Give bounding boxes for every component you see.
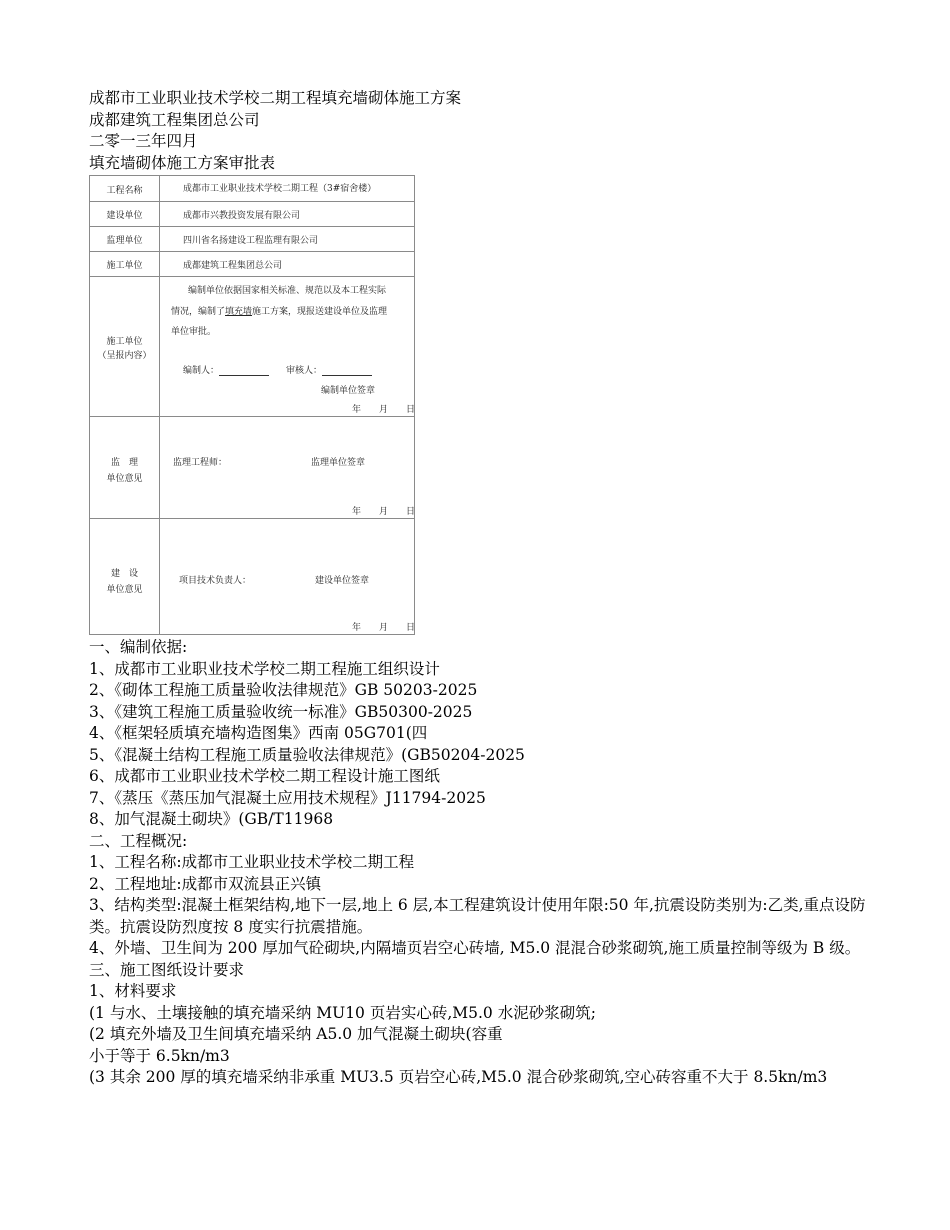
submit-section-sublabel: （呈报内容） [97,351,152,361]
list-item: (1 与水、土壤接触的填充墙采纳 MU10 页岩实心砖,M5.0 水泥砂浆砌筑; [89,1003,596,1022]
list-item: 4、外墙、卫生间为 200 厚加气砼砌块,内隔墙页岩空心砖墙, M5.0 混混合砂浆砌筑,施工质量控制等级为 B 级。 [89,939,861,957]
date-line: 年 月 日 [352,507,416,517]
table-row-divider [90,201,414,202]
owner-opinion-label: 建 设 [110,569,138,579]
table-row-divider [90,226,414,227]
owner-label: 建设单位 [106,211,143,221]
project-name-label: 工程名称 [106,186,143,196]
supervision-section-label: 监 理 [110,458,138,468]
owner-seal: 建设单位签章 [315,576,370,586]
date-line: 年 月 日 [352,623,416,633]
contractor-label: 施工单位 [106,261,143,271]
list-item: 1、成都市工业职业技术学校二期工程施工组织设计 [89,659,440,678]
supervision-engineer-field: 监理工程师： [173,458,228,468]
section-heading: 一、编制依据: [89,638,188,656]
project-name-value: 成都市工业职业技术学校二期工程（3#宿舍楼） [183,184,377,194]
supervision-section-sublabel: 单位意见 [106,474,143,484]
section-heading: 三、施工图纸设计要求 [89,960,245,979]
owner-tech-lead-field: 项目技术负责人： [179,576,252,586]
table-row-divider [90,276,414,277]
list-item: 3、《建筑工程施工质量验收统一标准》GB50300-2025 [89,702,473,721]
supervisor-label: 监理单位 [106,236,143,246]
list-item: 7、《蒸压《蒸压加气混凝土应用技术规程》J11794-2025 [89,788,486,807]
compiler-field: 编制人： [183,363,269,376]
list-item: (3 其余 200 厚的填充墙采纳非承重 MU3.5 页岩空心砖,M5.0 混合砂浆砌筑,空心砖容重不大于 8.5kn/m3 [89,1068,828,1086]
list-item: 2、工程地址:成都市双流县正兴镇 [89,874,322,893]
document-title: 成都市工业职业技术学校二期工程填充墙砌体施工方案 [89,89,462,107]
document-page [89,88,869,1089]
table-row-divider [90,518,414,519]
company-name: 成都建筑工程集团总公司 [89,110,260,129]
list-item: 8、加气混凝土砌块》(GB/T11968 [89,810,334,828]
list-item: (2 填充外墙及卫生间填充墙采纳 A5.0 加气混凝土砌块(容重 [89,1025,503,1043]
submit-section-label: 施工单位 [106,337,143,347]
date-line: 年 月 日 [352,405,416,415]
submit-text: 编制单位依据国家相关标准、规范以及本工程实际 [188,286,387,296]
owner-value: 成都市兴教投资发展有限公司 [183,211,301,221]
list-item: 5、《混凝土结构工程施工质量验收法律规范》(GB50204-2025 [89,745,525,764]
supervisor-value: 四川省名扬建设工程监理有限公司 [183,236,319,246]
approval-form-table [89,175,415,635]
list-item: 4、《框架轻质填充墙构造图集》西南 05G701(四 [89,724,428,742]
list-item: 1、工程名称:成都市工业职业技术学校二期工程 [89,853,415,871]
table-row-divider [90,416,414,417]
owner-opinion-sublabel: 单位意见 [106,585,143,595]
list-item: 3、结构类型:混凝土框架结构,地下一层,地上 6 层,本工程建筑设计使用年限:50 年,抗震设防类别为:乙类,重点设防类。抗震设防烈度按 8 度实行抗震措施。 [89,896,866,936]
supervision-seal: 监理单位签章 [311,458,366,468]
table-row-divider [90,251,414,252]
submit-text: 单位审批。 [171,327,217,337]
submit-text: 情况，编制了填充墙施工方案，现报送建设单位及监理 [171,307,388,317]
contractor-value: 成都建筑工程集团总公司 [183,261,283,271]
list-item: 小于等于 6.5kn/m3 [89,1046,230,1065]
compile-seal: 编制单位签章 [321,386,376,396]
form-title: 填充墙砌体施工方案审批表 [89,153,276,172]
document-date: 二零一三年四月 [89,132,198,150]
table-column-divider [159,176,160,634]
reviewer-field: 审核人： [286,363,372,376]
list-item: 1、材料要求 [89,982,177,1000]
list-item: 6、成都市工业职业技术学校二期工程设计施工图纸 [89,767,440,785]
list-item: 2、《砌体工程施工质量验收法律规范》GB 50203-2025 [89,681,478,699]
section-heading: 二、工程概况: [89,831,188,850]
